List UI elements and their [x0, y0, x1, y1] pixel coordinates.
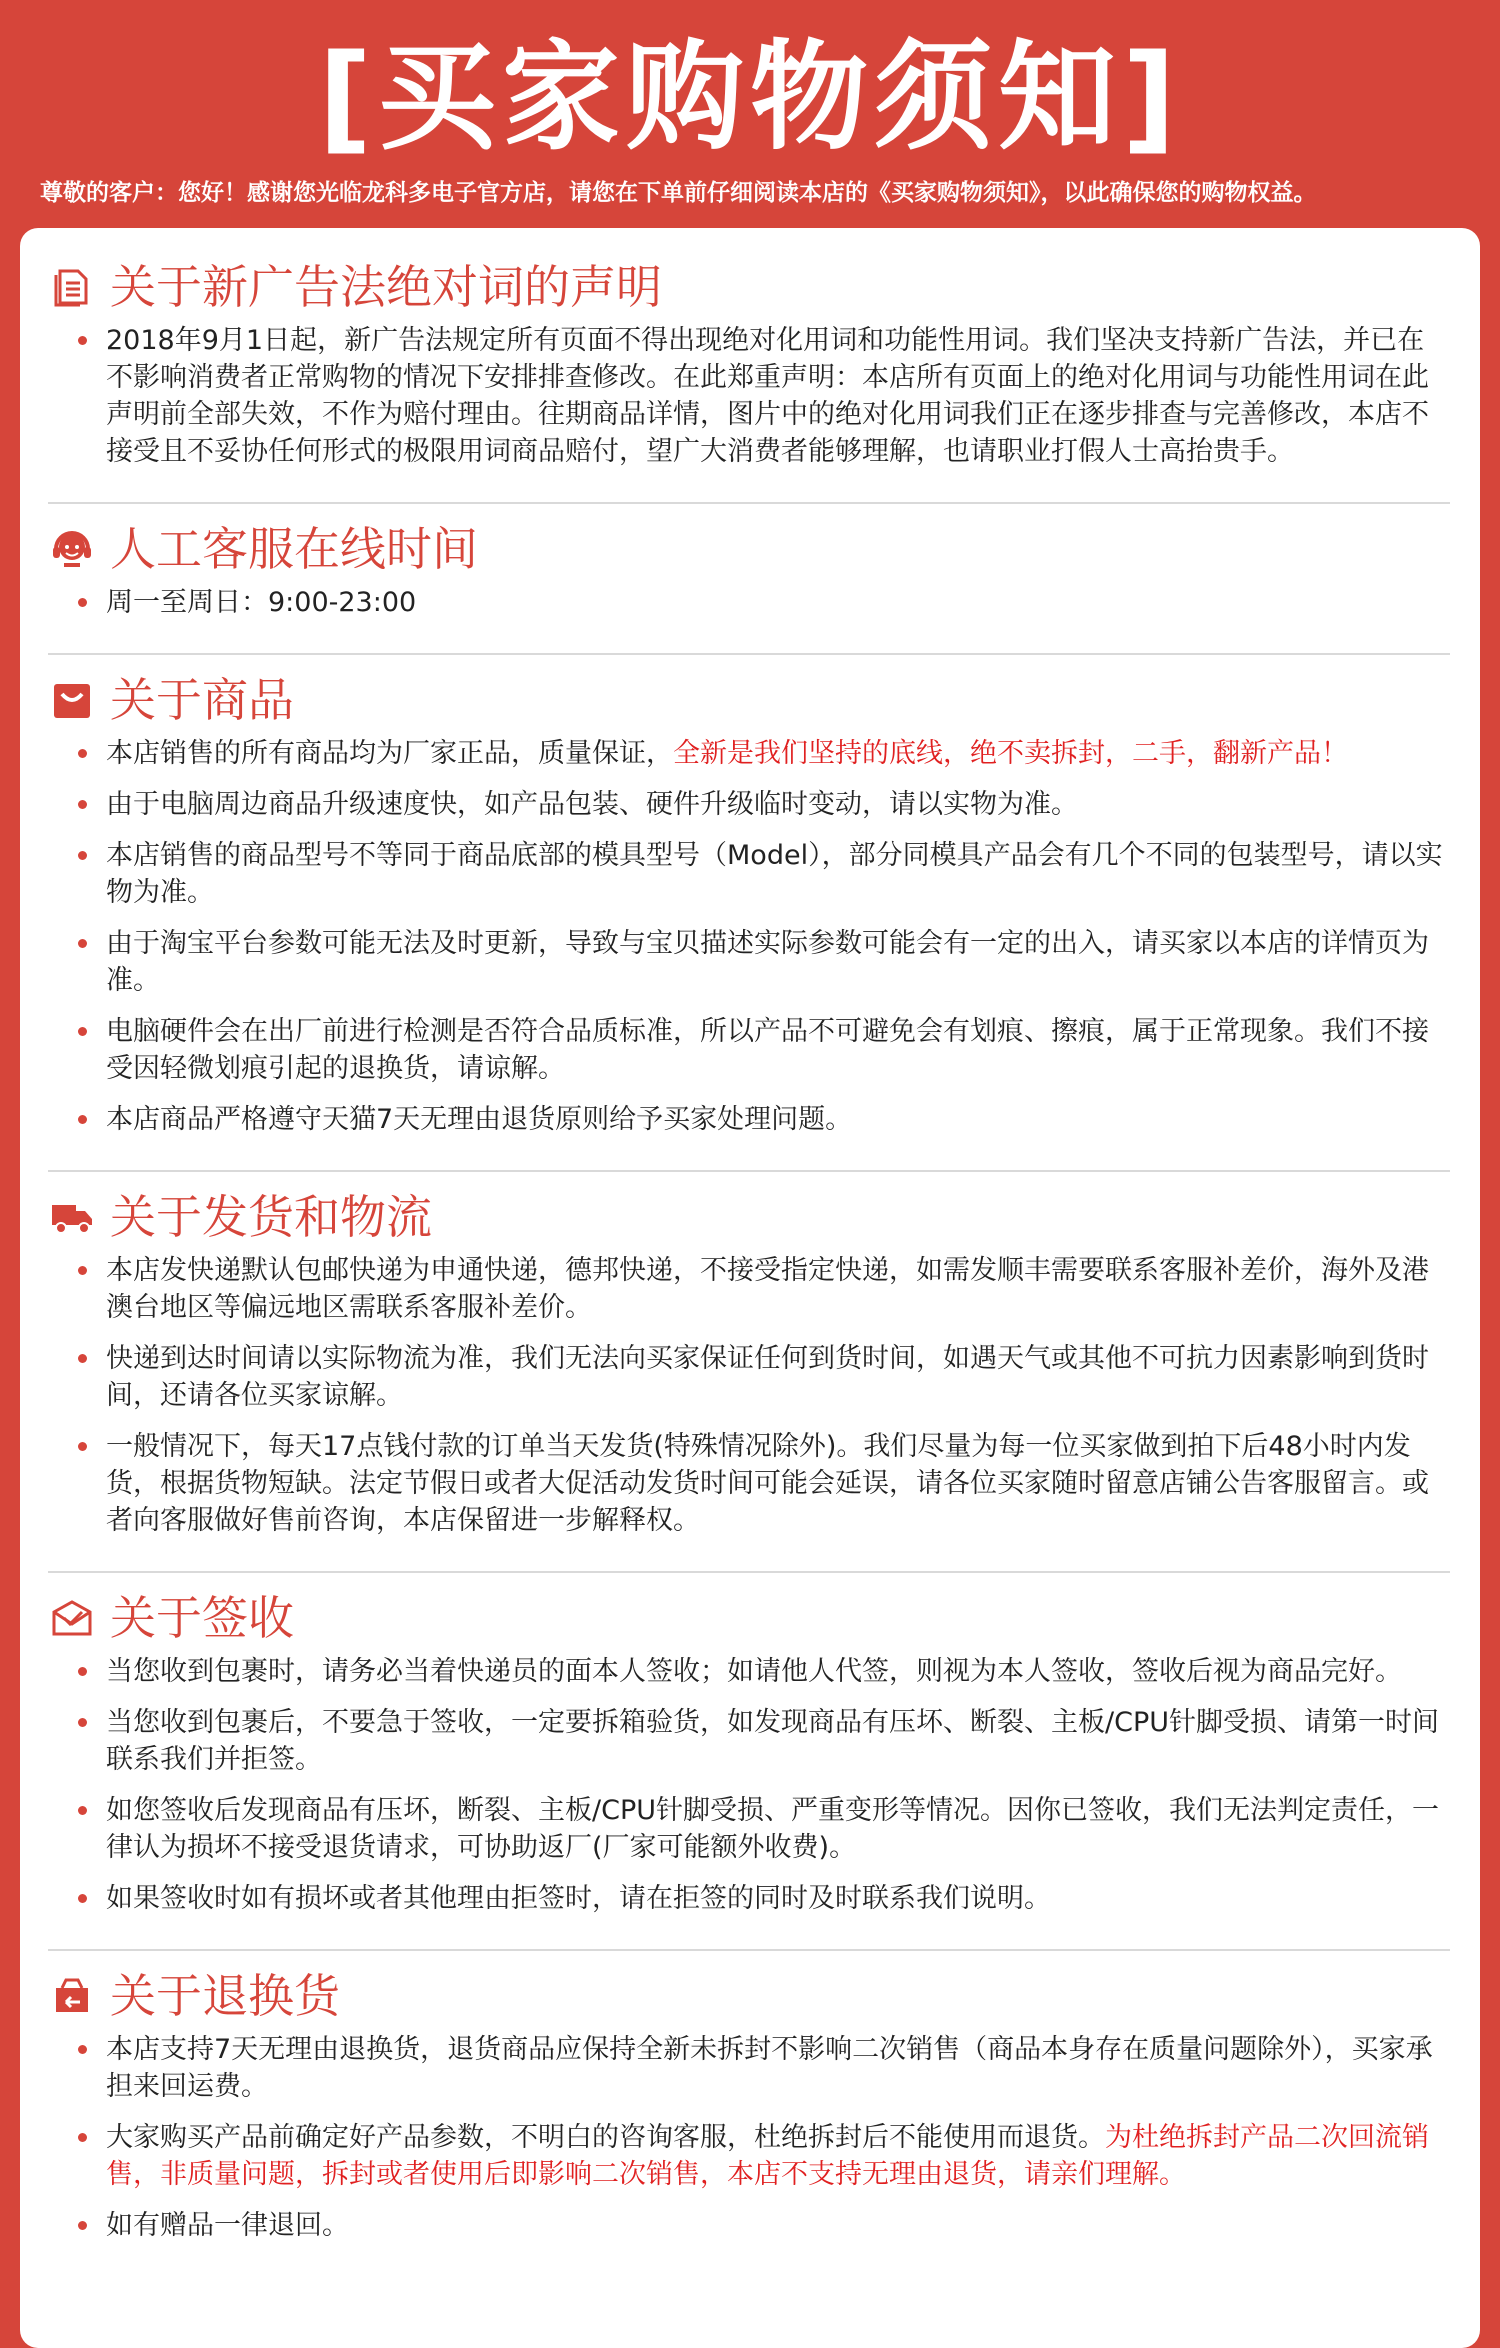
- list-item: [48, 925, 1450, 999]
- section-title: 人工客服在线时间: [110, 522, 478, 576]
- headset-icon: [48, 525, 96, 573]
- section-3: [48, 669, 1450, 1172]
- section-2: [48, 518, 1450, 655]
- section-title: 关于签收: [110, 1591, 294, 1645]
- section-header: [48, 1587, 1450, 1649]
- item-highlight: 全新是我们坚持的底线，绝不卖拆封，二手，翻新产品！: [673, 738, 1348, 769]
- item-text: 一般情况下，每天17点钱付款的订单当天发货(特殊情况除外)。我们尽量为每一位买家做到拍下后48小时内发货，根据货物短缺。法定节假日或者大促活动发货时间可能会延误，请各位买家随时留意店铺公告客服留言。或者向客服做好售前咨询，本店保留进一步解释权。: [106, 1431, 1429, 1536]
- list-item: [48, 2119, 1450, 2193]
- item-list: [48, 1653, 1450, 1917]
- item-text: 大家购买产品前确定好产品参数，不明白的咨询客服，杜绝拆封后不能使用而退货。: [106, 2122, 1105, 2153]
- list-item: [48, 1340, 1450, 1414]
- item-list: [48, 2031, 1450, 2244]
- item-text: 快递到达时间请以实际物流为准，我们无法向买家保证任何到货时间，如遇天气或其他不可抗力因素影响到货时间，还请各位买家谅解。: [106, 1343, 1429, 1411]
- list-item: [48, 1653, 1450, 1690]
- list-item: [48, 584, 1450, 621]
- list-item: [48, 735, 1450, 772]
- return-icon: [48, 1972, 96, 2020]
- list-item: [48, 1428, 1450, 1539]
- page-title: [买家购物须知]: [318, 28, 1182, 166]
- list-item: [48, 1252, 1450, 1326]
- item-text: 本店销售的所有商品均为厂家正品，质量保证，: [106, 738, 673, 769]
- item-text: 当您收到包裹后，不要急于签收，一定要拆箱验货，如发现商品有压坏、断裂、主板/CPU针脚受损、请第一时间联系我们并拒签。: [106, 1707, 1439, 1775]
- list-item: [48, 2031, 1450, 2105]
- section-title: 关于退换货: [110, 1969, 340, 2023]
- section-6: [48, 1965, 1450, 2276]
- intro-text: 尊敬的客户：您好！感谢您光临龙科多电子官方店，请您在下单前仔细阅读本店的《买家购物须知》，以此确保您的购物权益。: [40, 180, 1317, 206]
- item-text: 本店销售的商品型号不等同于商品底部的模具型号（Model），部分同模具产品会有几个不同的包装型号，请以实物为准。: [106, 840, 1443, 908]
- list-item: [48, 1704, 1450, 1778]
- item-text: 如您签收后发现商品有压坏，断裂、主板/CPU针脚受损、严重变形等情况。因你已签收，我们无法判定责任，一律认为损坏不接受退货请求，可协助返厂(厂家可能额外收费)。: [106, 1795, 1439, 1863]
- list-item: [48, 786, 1450, 823]
- section-title: 关于商品: [110, 673, 294, 727]
- notice-card: [20, 228, 1480, 2348]
- item-highlight: 为杜绝拆封产品二次回流销售，非质量问题，拆封或者使用后即影响二次销售，本店不支持无理由退货，请亲们理解。: [106, 2122, 1429, 2190]
- section-title: 关于发货和物流: [110, 1190, 432, 1244]
- item-list: [48, 322, 1450, 470]
- list-item: [48, 837, 1450, 911]
- list-item: [48, 1013, 1450, 1087]
- bag-icon: [48, 676, 96, 724]
- section-5: [48, 1587, 1450, 1951]
- item-text: 本店商品严格遵守天猫7天无理由退货原则给予买家处理问题。: [106, 1104, 853, 1135]
- item-list: [48, 735, 1450, 1138]
- list-item: [48, 1880, 1450, 1917]
- item-text: 由于淘宝平台参数可能无法及时更新，导致与宝贝描述实际参数可能会有一定的出入，请买家以本店的详情页为准。: [106, 928, 1429, 996]
- item-text: 如果签收时如有损坏或者其他理由拒签时，请在拒签的同时及时联系我们说明。: [106, 1883, 1051, 1914]
- item-text: 本店支持7天无理由退换货，退货商品应保持全新未拆封不影响二次销售（商品本身存在质量问题除外），买家承担来回运费。: [106, 2034, 1433, 2102]
- document-icon: [48, 263, 96, 311]
- header: [0, 0, 1500, 225]
- item-text: 由于电脑周边商品升级速度快，如产品包装、硬件升级临时变动，请以实物为准。: [106, 789, 1078, 820]
- item-text: 如有赠品一律退回。: [106, 2210, 349, 2241]
- item-list: [48, 584, 1450, 621]
- section-1: [48, 256, 1450, 504]
- section-header: [48, 669, 1450, 731]
- list-item: [48, 2207, 1450, 2244]
- section-header: [48, 1965, 1450, 2027]
- item-text: 2018年9月1日起，新广告法规定所有页面不得出现绝对化用词和功能性用词。我们坚决支持新广告法，并已在不影响消费者正常购物的情况下安排排查修改。在此郑重声明：本店所有页面上的绝对化用词与功能性用词在此声明前全部失效，不作为赔付理由。往期商品详情，图片中的绝对化用词我们正在逐步排查与完善修改，本店不接受且不妥协任何形式的极限用词商品赔付，望广大消费者能够理解，也请职业打假人士高抬贵手。: [106, 325, 1429, 467]
- item-text: 周一至周日：9:00-23:00: [106, 587, 417, 618]
- list-item: [48, 322, 1450, 470]
- item-list: [48, 1252, 1450, 1539]
- truck-icon: [48, 1193, 96, 1241]
- section-header: [48, 1186, 1450, 1248]
- sign-box-icon: [48, 1594, 96, 1642]
- section-title: 关于新广告法绝对词的声明: [110, 260, 662, 314]
- list-item: [48, 1792, 1450, 1866]
- item-text: 电脑硬件会在出厂前进行检测是否符合品质标准，所以产品不可避免会有划痕、擦痕，属于正常现象。我们不接受因轻微划痕引起的退换货，请谅解。: [106, 1016, 1429, 1084]
- list-item: [48, 1101, 1450, 1138]
- section-header: [48, 256, 1450, 318]
- section-header: [48, 518, 1450, 580]
- item-text: 当您收到包裹时，请务必当着快递员的面本人签收；如请他人代签，则视为本人签收，签收后视为商品完好。: [106, 1656, 1402, 1687]
- section-4: [48, 1186, 1450, 1573]
- item-text: 本店发快递默认包邮快递为申通快递，德邦快递，不接受指定快递，如需发顺丰需要联系客服补差价，海外及港澳台地区等偏远地区需联系客服补差价。: [106, 1255, 1429, 1323]
